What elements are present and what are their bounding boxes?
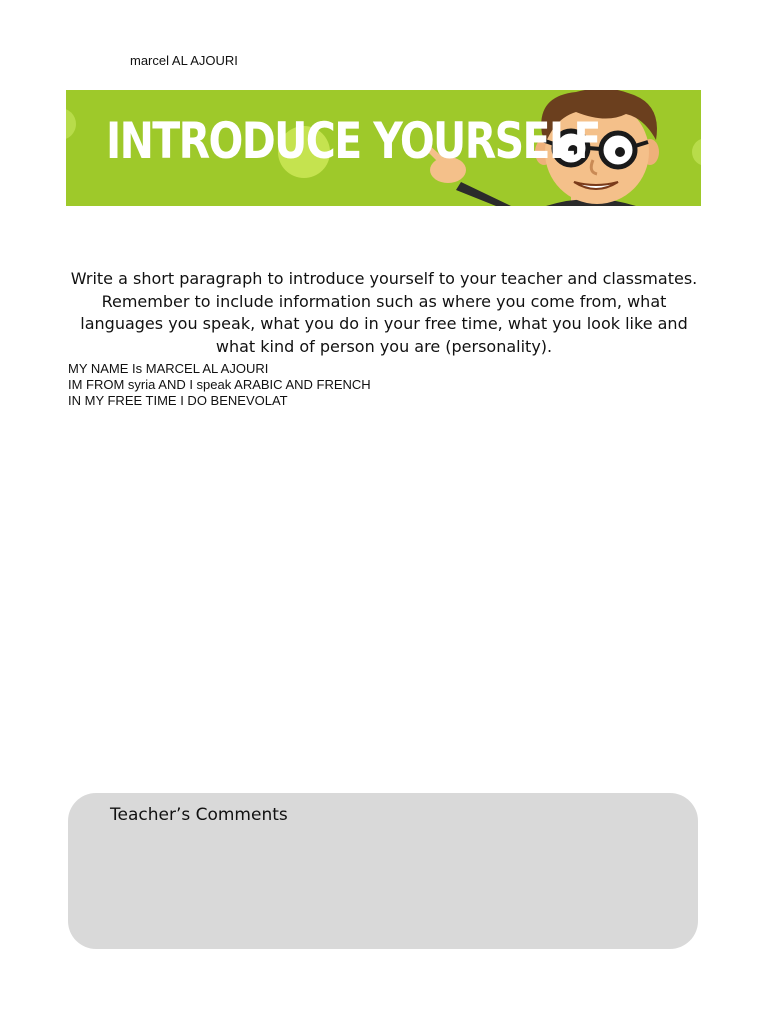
introduce-yourself-banner [66, 90, 701, 206]
teacher-comments-label: Teacher’s Comments [110, 805, 288, 825]
student-answer[interactable] [68, 361, 371, 409]
instructions-paragraph: Write a short paragraph to introduce yourself to your teacher and classmates. Remember to include information such as where you come from, what languages you speak, what you do in your free time, what you look like and what kind of person you are (personality). [70, 269, 698, 356]
banner-title: INTRODUCE YOURSELF [106, 112, 600, 170]
teacher-comments-box[interactable] [68, 793, 698, 949]
answer-line: IM FROM syria AND I speak ARABIC AND FRENCH [68, 377, 371, 392]
answer-line: MY NAME Is MARCEL AL AJOURI [68, 361, 269, 376]
student-name: marcel AL AJOURI [130, 53, 238, 68]
answer-line: IN MY FREE TIME I DO BENEVOLAT [68, 393, 288, 408]
